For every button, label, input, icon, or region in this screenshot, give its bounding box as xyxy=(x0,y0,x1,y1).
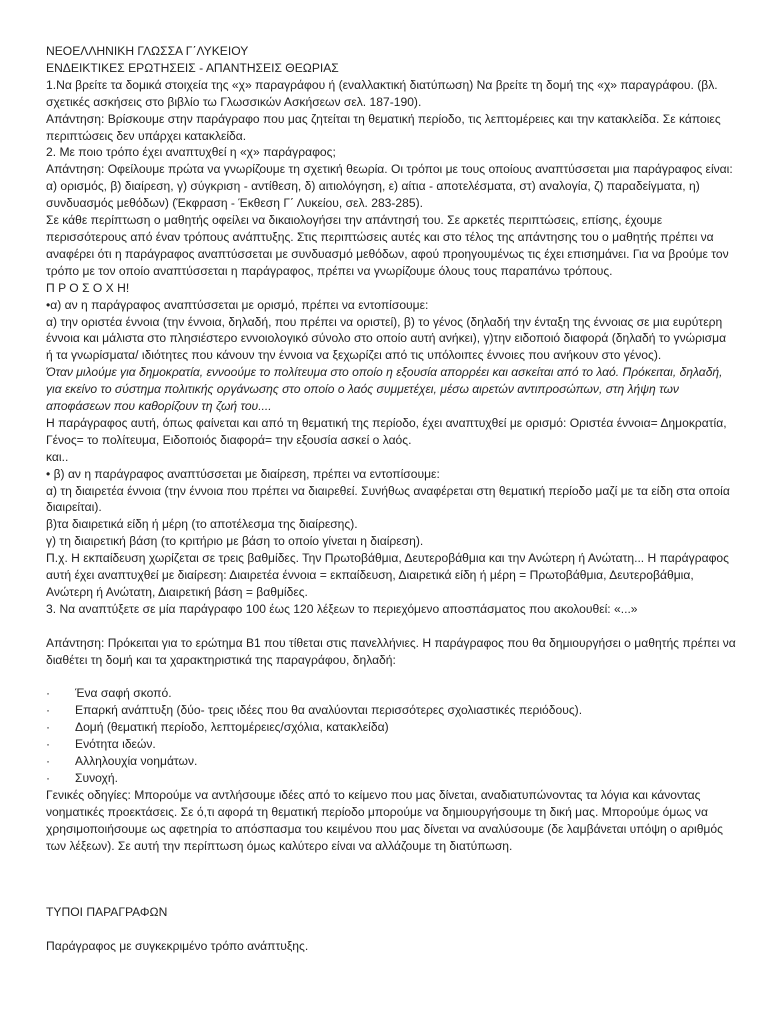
answer-2: Απάντηση: Οφείλουμε πρώτα να γνωρίζουμε τη σχετική θεωρία. Οι τρόποι με τους οποίους αναπτύσσεται μια παράγραφος είναι: α) ορισμός, β) διαίρεση, γ) σύγκριση - αντίθεση, δ) αιτιολόγηση, ε) αίτια - αποτελέσματα, στ) αναλογία, ζ) παραδείγματα, η) συνδυασμός μεθόδων) (Έκφραση - Έκθεση Γ΄ Λυκείου, σελ. 283-285). xyxy=(46,162,733,211)
spacer xyxy=(46,669,736,686)
definition-example: Όταν μιλούμε για δημοκρατία, εννοούμε το πολίτευμα στο οποίο η εξουσία απορρέει και ασκείται από το λαό. Πρόκειται, δηλαδή, για εκείνο το σύστημα πολιτικής οργάνωσης στο οποίο ο λαός συμμετέχει, μέσω αιρετών αντιπροσώπων, στη λήψη των αποφάσεων που καθορίζουν τη ζωή του.... xyxy=(46,365,723,414)
list-item: · Επαρκή ανάπτυξη (δύο- τρεις ιδέες που θα αναλύονται περισσότερες σχολιαστικές περιόδους). xyxy=(46,703,583,718)
criteria-list xyxy=(46,685,736,786)
question-3: 3. Να αναπτύξετε σε μία παράγραφο 100 έως 120 λέξεων το περιεχόμενο αποσπάσματος που ακολουθεί: «...» xyxy=(46,601,638,616)
question-1: 1.Να βρείτε τα δομικά στοιχεία της «χ» παραγράφου ή (εναλλακτική διατύπωση) Να βρείτε τη δομή της «χ» παραγράφου. (βλ. σχετικές ασκήσεις στο βιβλίο τω Γλωσσικών Ασκήσεων σελ. 187-190). xyxy=(46,77,718,109)
spacer xyxy=(46,854,736,904)
bullet-icon: · xyxy=(46,754,51,769)
answer-2-note: Σε κάθε περίπτωση ο μαθητής οφείλει να δικαιολογήσει την απάντησή του. Σε αρκετές περιπτώσεις, επίσης, έχουμε περισσότερους από έναν τρόπους ανάπτυξης. Στις περιπτώσεις αυτές και στο τέλος της απάντησης του ο μαθητής πρέπει να αναφέρει ότι η παράγραφος αναπτύσσεται με συνδυασμό μεθόδων, αφού προηγουμένως τις έχει επισημάνει. Για να βρούμε τον τρόπο με τον οποίο αναπτύσσεται η παράγραφος, πρέπει να γνωρίζουμε όλους τους παραπάνω τρόπους. xyxy=(46,213,729,278)
section-title: ΤΥΠΟΙ ΠΑΡΑΓΡΑΦΩΝ xyxy=(46,905,168,920)
division-c: γ) τη διαιρετική βάση (το κριτήριο με βάση το οποίο γίνεται η διαίρεση). xyxy=(46,534,424,549)
bullet-icon: · xyxy=(46,770,51,785)
question-2: 2. Με ποιο τρόπο έχει αναπτυχθεί η «χ» παράγραφος; xyxy=(46,145,336,160)
division-intro: • β) αν η παράγραφος αναπτύσσεται με διαίρεση, πρέπει να εντοπίσουμε: xyxy=(46,466,440,481)
answer-1: Απάντηση: Βρίσκουμε στην παράγραφο που μας ζητείται τη θεματική περίοδο, τις λεπτομέρειες και την κατακλείδα. Σε κάποιες περιπτώσεις δεν υπάρχει κατακλείδα. xyxy=(46,111,721,143)
bullet-icon: · xyxy=(46,720,51,735)
bullet-icon: · xyxy=(46,686,51,701)
answer-3: Απάντηση: Πρόκειται για το ερώτημα Β1 που τίθεται στις πανελλήνιες. Η παράγραφος που θα δημιουργήσει ο μαθητής πρέπει να διαθέτει τη δομή και τα χαρακτηριστικά της παραγράφου, δηλαδή: xyxy=(46,635,736,667)
bullet-icon: · xyxy=(46,703,51,718)
spacer xyxy=(46,921,736,938)
definition-explanation: Η παράγραφος αυτή, όπως φαίνεται και από τη θεματική της περίοδο, έχει αναπτυχθεί με ορισμό: Οριστέα έννοια= Δημοκρατία, Γένος= το πολίτευμα, Ειδοποιός διαφορά= την εξουσία ασκεί ο λαός. xyxy=(46,415,727,447)
document-subtitle: ΕΝΔΕΙΚΤΙΚΕΣ ΕΡΩΤΗΣΕΙΣ - ΑΠΑΝΤΗΣΕΙΣ ΘΕΩΡΙΑΣ xyxy=(46,60,339,75)
list-item: · Ενότητα ιδεών. xyxy=(46,737,156,752)
list-item: · Ένα σαφή σκοπό. xyxy=(46,686,172,701)
list-item: · Συνοχή. xyxy=(46,770,118,785)
attention-heading: Π Ρ Ο Σ Ο Χ Η! xyxy=(46,280,130,295)
definition-body: α) την οριστέα έννοια (την έννοια, δηλαδή, που πρέπει να οριστεί), β) το γένος (δηλαδή την ένταξη της έννοιας σε μια ευρύτερη έννοια και μάλιστα στο πλησιέστερο εννοιολογικό σύνολο στο οποίο αυτή ανήκει), γ)την ειδοποιό διαφορά (δηλαδή το γνώρισμα ή τα γνωρίσματα/ ιδιότητες που κάνουν την έννοια να ξεχωρίζει από τις υπόλοιπες έννοιες που ανήκουν στο γένος). xyxy=(46,314,727,363)
document-page xyxy=(46,43,736,955)
document-title: ΝΕΟΕΛΛΗΝΙΚΗ ΓΛΩΣΣΑ Γ΄ΛΥΚΕΙΟΥ xyxy=(46,44,249,58)
spacer xyxy=(46,618,736,635)
section-subtitle: Παράγραφος με συγκεκριμένο τρόπο ανάπτυξης. xyxy=(46,939,309,954)
definition-intro: •α) αν η παράγραφος αναπτύσσεται με ορισμό, πρέπει να εντοπίσουμε: xyxy=(46,297,429,312)
general-instructions: Γενικές οδηγίες: Μπορούμε να αντλήσουμε ιδέες από το κείμενο που μας δίνεται, αναδιατυπώνοντας τα λόγια και κάνοντας νοηματικές προεκτάσεις. Σε ό,τι αφορά τη θεματική περίοδο μπορούμε να δημιουργήσουμε τη δική μας. Μπορούμε όμως να χρησιμοποιήσουμε ως αφετηρία το απόσπασμα του κειμένου που μας δίνεται να αναλύσουμε (δε λαμβάνεται υπόψη ο αριθμός των λέξεων). Σε αυτή την περίπτωση όμως καλύτερο είναι να αλλάζουμε τη διατύπωση. xyxy=(46,787,723,853)
list-item: · Αλληλουχία νοημάτων. xyxy=(46,754,198,769)
division-a: α) τη διαιρετέα έννοια (την έννοια που πρέπει να διαιρεθεί. Συνήθως αναφέρεται στη θεματική περίοδο μαζί με τα είδη στα οποία διαιρείται). xyxy=(46,483,730,515)
list-item: · Δομή (θεματική περίοδο, λεπτομέρειες/σχόλια, κατακλείδα) xyxy=(46,720,389,735)
division-example: Π.χ. Η εκπαίδευση χωρίζεται σε τρεις βαθμίδες. Την Πρωτοβάθμια, Δευτεροβάθμια και την Ανώτερη ή Ανώτατη... Η παράγραφος αυτή έχει αναπτυχθεί με διαίρεση: Διαιρετέα έννοια = εκπαίδευση, Διαιρετικά είδη ή μέρη = Πρωτοβάθμια, Δευτεροβάθμια, Ανώτερη ή Ανώτατη, Διαιρετική βάση = βαθμίδες. xyxy=(46,551,729,599)
bullet-icon: · xyxy=(46,737,51,752)
etc-text: και.. xyxy=(46,449,69,464)
division-b: β)τα διαιρετικά είδη ή μέρη (το αποτέλεσμα της διαίρεσης). xyxy=(46,517,358,532)
